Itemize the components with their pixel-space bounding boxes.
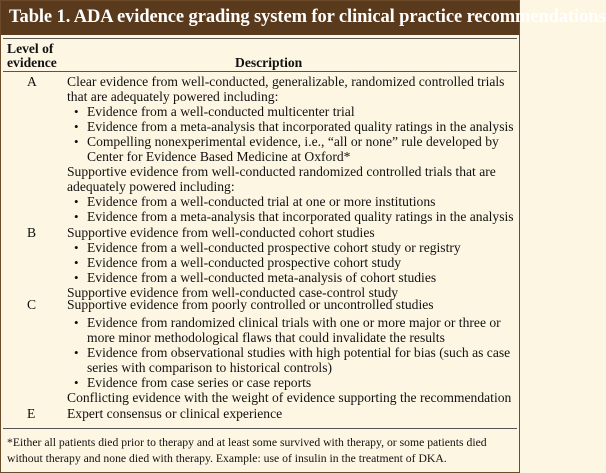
top-rule bbox=[3, 38, 517, 39]
desc-line: that are adequately powered including: bbox=[67, 89, 279, 104]
bullet-marker: • bbox=[74, 375, 79, 390]
bullet-marker: • bbox=[74, 345, 79, 360]
desc-line: Expert consensus or clinical experience bbox=[67, 406, 283, 421]
desc-bullet-line: Evidence from a well-conducted meta-analysis of cohort studies bbox=[87, 270, 437, 285]
bullet-marker: • bbox=[74, 255, 79, 270]
bottom-rule bbox=[3, 428, 517, 429]
grade-e: E bbox=[27, 406, 36, 421]
desc-line: Conflicting evidence with the weight of evidence supporting the recommendation bbox=[67, 390, 512, 405]
desc-line: Clear evidence from well-conducted, generalizable, randomized controlled trials bbox=[67, 74, 505, 89]
desc-line: adequately powered including: bbox=[67, 179, 235, 194]
desc-bullet-line: Evidence from observational studies with high potential for bias (such as case bbox=[87, 345, 511, 360]
desc-line: Supportive evidence from well-conducted cohort studies bbox=[67, 225, 375, 240]
header-rule bbox=[3, 71, 517, 72]
bullet-marker: • bbox=[74, 315, 79, 330]
grade-a: A bbox=[27, 74, 37, 89]
desc-bullet-line: Evidence from a meta-analysis that incorporated quality ratings in the analysis bbox=[87, 209, 514, 224]
desc-bullet-line: Evidence from a meta-analysis that incorporated quality ratings in the analysis bbox=[87, 119, 514, 134]
desc-line: Supportive evidence from poorly controlled or uncontrolled studies bbox=[67, 297, 434, 312]
bullet-marker: • bbox=[74, 209, 79, 224]
desc-bullet-line: Compelling nonexperimental evidence, i.e., “all or none” rule developed by bbox=[87, 134, 499, 149]
desc-bullet-line: series with comparison to historical controls) bbox=[87, 360, 333, 375]
desc-bullet-line: Evidence from case series or case reports bbox=[87, 375, 312, 390]
desc-line: Supportive evidence from well-conducted randomized controlled trials that are bbox=[67, 164, 496, 179]
bullet-marker: • bbox=[74, 270, 79, 285]
desc-bullet-line: Evidence from a well-conducted prospective cohort study bbox=[87, 255, 402, 270]
bullet-marker: • bbox=[74, 194, 79, 209]
desc-bullet-line: Center for Evidence Based Medicine at Oxford* bbox=[87, 149, 351, 164]
header-level-line1: Level of bbox=[7, 41, 54, 56]
bullet-marker: • bbox=[74, 104, 79, 119]
grade-b: B bbox=[27, 225, 37, 240]
desc-bullet-line: Evidence from a well-conducted multicenter trial bbox=[87, 104, 355, 119]
grade-c: C bbox=[27, 297, 37, 312]
desc-bullet-line: Evidence from a well-conducted prospective cohort study or registry bbox=[87, 240, 461, 255]
bullet-marker: • bbox=[74, 119, 79, 134]
desc-bullet-line: more minor methodological flaws that could invalidate the results bbox=[87, 330, 445, 345]
title-bar bbox=[1, 1, 606, 35]
header-level-line2: evidence bbox=[7, 55, 57, 70]
header-description: Description bbox=[235, 55, 303, 70]
desc-bullet-line: Evidence from a well-conducted trial at one or more institutions bbox=[87, 194, 436, 209]
table-title: Table 1. ADA evidence grading system for clinical practice recommendations bbox=[9, 7, 606, 27]
desc-line: Supportive evidence from well-conducted case-control study bbox=[67, 285, 399, 300]
desc-bullet-line: Evidence from randomized clinical trials with one or more major or three or bbox=[87, 315, 501, 330]
footnote-line: without therapy and none died with therapy. Example: use of insulin in the treatment of DKA. bbox=[7, 452, 447, 465]
footnote-line: *Either all patients died prior to therapy and at least some survived with therapy, or some patients died bbox=[7, 436, 487, 449]
bullet-marker: • bbox=[74, 240, 79, 255]
bullet-marker: • bbox=[74, 134, 79, 149]
